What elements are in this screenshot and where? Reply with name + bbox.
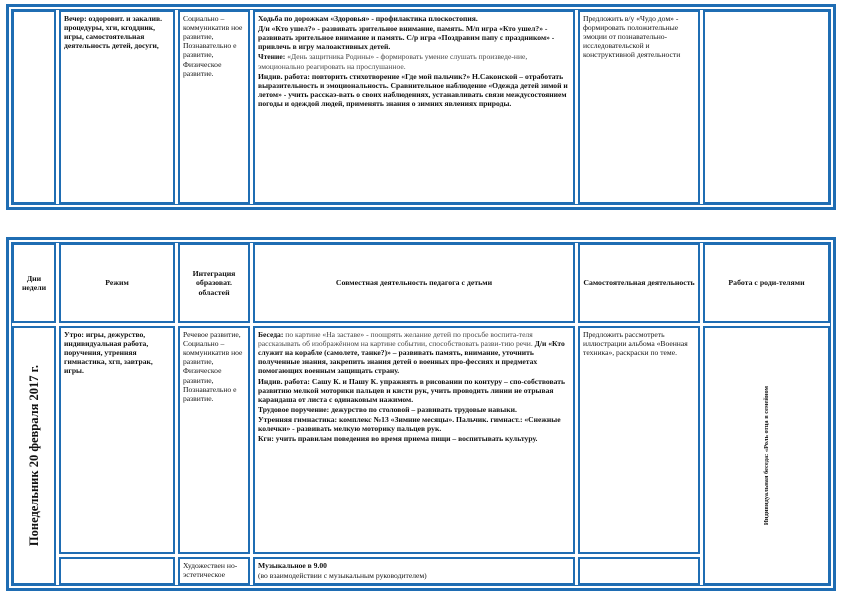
main-table-frame [6,237,836,591]
music-line1: Музыкальное в 9.00 [258,560,327,570]
music-area-cell: Художествен но-эстетическое [178,557,250,585]
activity-1: Индив. работа: Сашу К. и Пашу К. упражнять в рисовании по контуру – спо-собствовать развитию мелкой моторики пальцев и кисти рук, учить проводить линии не отрывая карандаша от листа с одинаковым нажимом. [258,376,565,404]
top-activity-0-bold: Ходьба по дорожкам «Здоровья» [258,14,370,23]
activity-cell [253,326,575,554]
day-label: Понедельник 20 февраля 2017 г. [26,364,41,547]
independent-cell: Предложить рассмотреть иллюстрации альбома «Военная техника», раскраски по теме. [578,326,700,554]
regime-label: Утро: [64,330,84,339]
top-parents-cell [703,10,830,204]
parents-label: Индивидуальная беседа: «Роль отца в семейном [762,385,770,526]
top-day-cell [12,10,56,204]
music-activity-cell [253,557,575,585]
regime-text: игры, дежурство, индивидуальная работа, поручения, утренняя гимнастика, хгп, завтрак, игры. [64,330,153,376]
header-parents: Работа с роди-телями [703,243,830,323]
main-table [9,240,833,588]
top-activity-2-bold: Чтение: [258,52,286,62]
day-cell [12,326,56,585]
activity-2: Трудовое поручение: дежурство по столовой – развивать трудовые навыки. [258,404,517,414]
activity-3: Утренняя гимнастика: комплекс №13 «Зимние месяцы». Пальчик. гимнаст.: «Снежные колечки» - развивать мелкую моторику пальцев рук. [258,414,561,434]
top-table-frame [6,4,836,210]
parents-cell [703,326,830,585]
header-day: Дни недели [12,243,56,323]
header-independent: Самостоятельная деятельность [578,243,700,323]
header-joint: Совместная деятельность педагога с детьми [253,243,575,323]
music-line2: (во взаимодействии с музыкальным руководителем) [258,570,427,580]
top-activity-3: Индив. работа: повторить стихотворение «Где мой пальчик?» Н.Саконской – отработать выразительность и эмоциональность. Сравнительное наблюдение «Одежда детей зимой и летом» - учить расскаэ-вать о своих наблюдениях, устанавливать связи междусостоянием погоды и одеждой людей, применять знания о зимних явлениях природы. [258,71,568,108]
top-activity-cell [253,10,575,204]
activity-0-text: по картине «На заставе» - поощрять желание детей по просьбе воспита-теля рассказывать об изображённом на картине событии, способствовать разви-тию речи. [258,330,535,349]
top-regime-cell [59,10,175,204]
activity-0-bold: Беседа: [258,330,284,339]
top-regime-label: Вечер: [64,14,87,23]
top-table [9,7,833,207]
areas-cell: Речевое развитие, Социально – коммуникатив ное развитие, Физическое развитие, Познавательно е развитие. [178,326,250,554]
music-regime-cell [59,557,175,585]
activity-0-bold2: Д/и «Кто служит на корабле (самолете, танке?)» – развивать память, внимание, уточнить полученные знания, закрепить знания детей о военных про-фессиях и предметах помогающих военным защищать страну. [258,339,565,376]
header-regime: Режим [59,243,175,323]
top-regime-text: оздоровит. и закалив. процедуры, хги, кгоддник, игры, самостоятельная деятельность детей, досуги, [64,14,163,51]
top-independent-cell: Предложить в/у «Чудо дом» - формировать положительные эмоции от познавательно-исследовательской и конструктивной деятельности [578,10,700,204]
regime-cell [59,326,175,554]
top-activity-2-text: «День защитника Родины» - формировать умение слушать произведе-ние, эмоционально реагировать на прослушанное. [258,52,528,71]
top-areas-cell: Социально – коммуникатив ное развитие, Познавательно е развитие, Физическое развитие. [178,10,250,204]
top-activity-0-text: - профилактика плоскостопия. [369,14,478,23]
music-independent-cell [578,557,700,585]
top-activity-1: Д/и «Кто ушел?» - развивать зрительное внимание, память. М/п игра «Кто ушел?» - развивать зрительное внимание и память. С/р игра «Поздравим папу с праздником» - привлечь в игру малоактивных детей. [258,24,555,52]
header-areas: Интеграция образоват. областей [178,243,250,323]
activity-4: Кгн: учить правилам поведения во время приема пищи – воспитывать культуру. [258,434,538,444]
